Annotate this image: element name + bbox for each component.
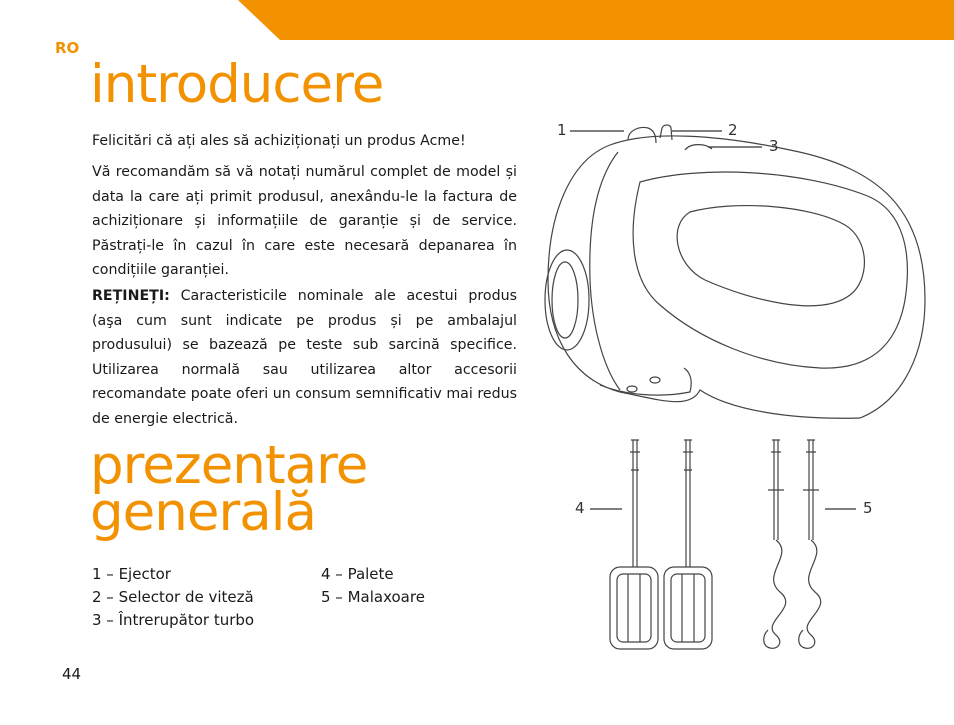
language-tag: RO [55,39,80,57]
intro-paragraph-1: Felicitări că ați ales să achiziționați un produs Acme! [92,133,466,149]
overview-title [90,435,368,543]
legend-item-beaters: 4 – Palete [321,565,394,583]
callout-4: 4 [575,499,585,517]
legend-item-dough-hooks: 5 – Malaxoare [321,588,425,606]
intro-title: introducere [90,54,384,115]
intro-note [92,284,517,431]
beaters-drawing [610,440,712,649]
callout-3: 3 [769,137,779,155]
overview-title-line-1: prezentare [90,435,368,496]
note-label: REȚINEȚI: [92,288,170,304]
legend-column-2 [321,563,425,609]
mixer-body-drawing [545,125,925,418]
callout-1: 1 [557,121,567,139]
callout-2: 2 [728,121,738,139]
legend-column-1 [92,563,254,632]
intro-paragraph-2: Vă recomandăm să vă notați numărul complet de model și data la care ați primit produsul, anexându-le la factura de achiziționare și informațiile de garanție și de service. Păstrați-le în cazul în care este necesară depanarea în condițiile garanției. [92,164,517,278]
legend-item-ejector: 1 – Ejector [92,565,171,583]
header-accent-bar [0,0,954,40]
legend-item-turbo-switch: 3 – Întrerupător turbo [92,611,255,629]
legend-item-speed-selector: 2 – Selector de viteză [92,588,254,606]
overview-title-line-2: generală [90,482,316,543]
dough-hooks-drawing [764,440,821,648]
callout-5: 5 [863,499,873,517]
note-text: Caracteristicile nominale ale acestui produs (aşa cum sunt indicate pe produs și pe ambalajul produsului) se bazează pe teste sub sarcină specifice. Utilizarea normală sau utilizarea altor accesorii recomandate poate oferi un consum semnificativ mai redus de energie electrică. [92,288,517,427]
page-number: 44 [62,665,82,683]
hand-mixer-illustration [540,115,940,675]
